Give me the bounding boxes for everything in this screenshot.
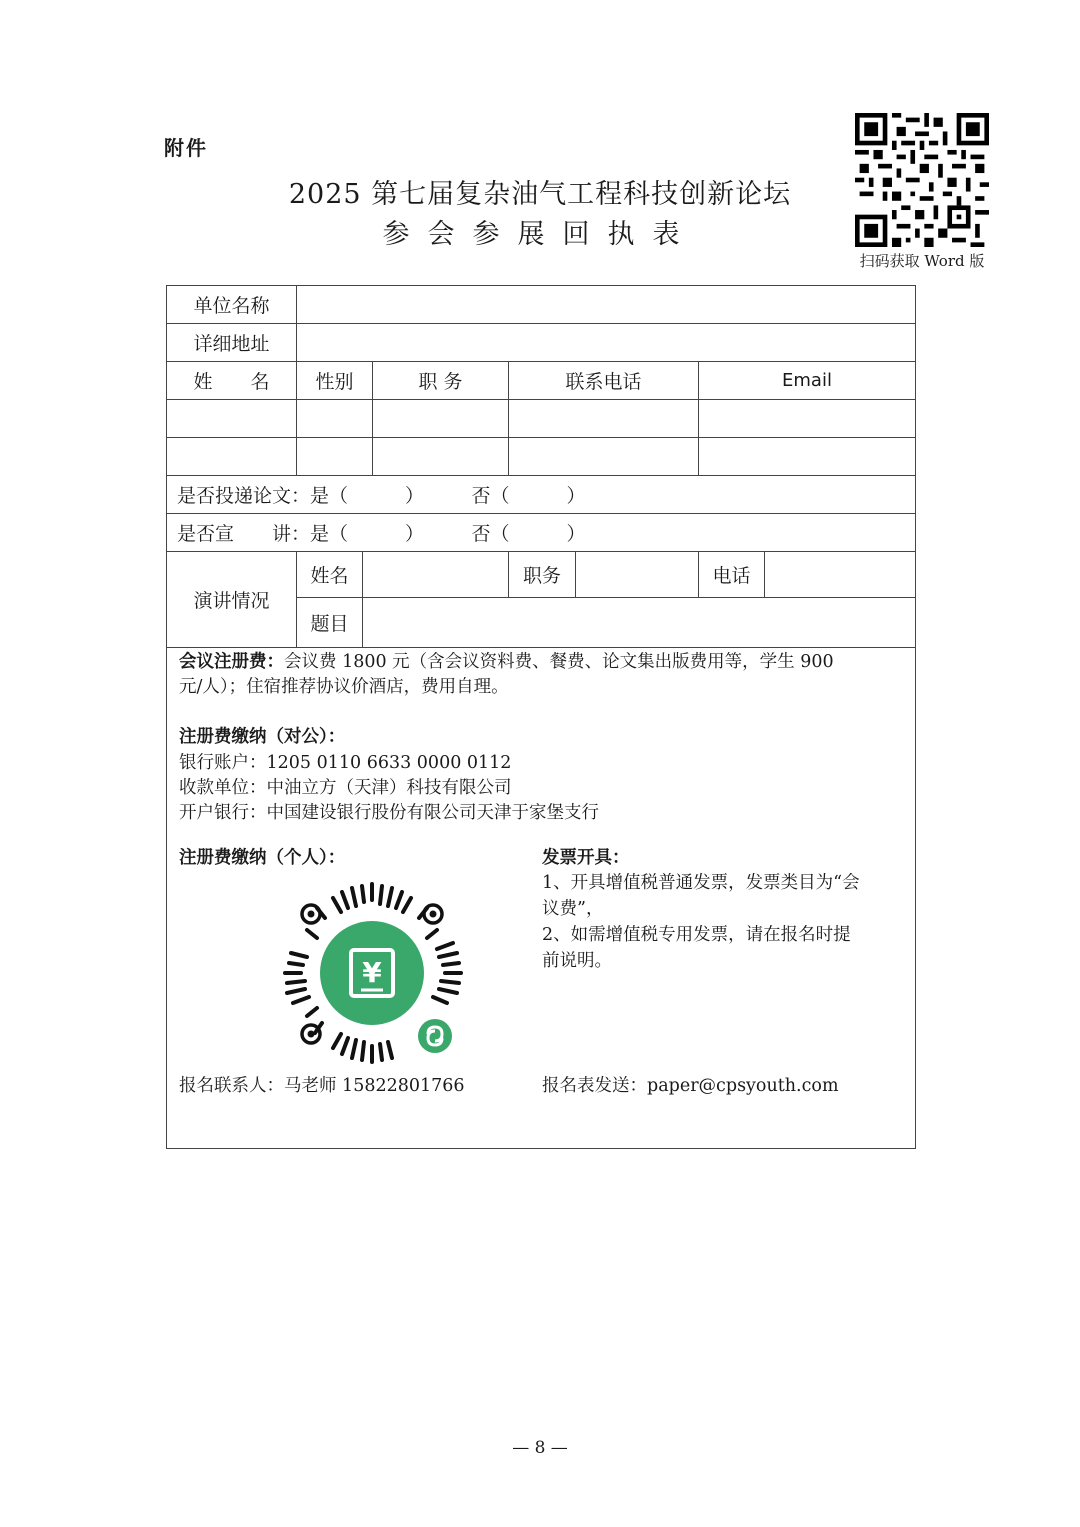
bank-name: 开户银行：中国建设银行股份有限公司天津于家堡支行 <box>179 803 599 823</box>
personal-payment-title: 注册费缴纳（个人）： <box>179 848 346 868</box>
svg-text:¥: ¥ <box>362 956 382 989</box>
registration-info <box>167 648 916 1149</box>
table-row <box>167 400 916 438</box>
fee-title: 会议注册费： <box>179 652 284 672</box>
col-header-phone: 联系电话 <box>509 362 699 400</box>
col-header-name: 姓 名 <box>167 362 297 400</box>
page-subtitle: 参会参展回执表 <box>382 219 698 250</box>
paper-submission-row[interactable]: 是否投递论文：是（ ） 否（ ） <box>167 476 916 514</box>
page-number: — 8 — <box>512 1438 568 1458</box>
word-version-qr-code[interactable] <box>855 113 989 247</box>
gender-cell[interactable] <box>297 400 373 438</box>
corporate-payment-title: 注册费缴纳（对公）： <box>179 727 346 747</box>
col-header-email: Email <box>699 362 916 400</box>
phone-cell[interactable] <box>509 400 699 438</box>
payment-mini-program-code[interactable] <box>277 878 467 1068</box>
contact-person: 报名联系人：马老师 15822801766 <box>179 1076 465 1096</box>
gender-cell[interactable] <box>297 438 373 476</box>
email-cell[interactable] <box>699 438 916 476</box>
address-field[interactable] <box>297 324 916 362</box>
invoice-item-2b: 前说明。 <box>542 951 612 971</box>
invoice-item-2a: 2、如需增值税专用发票，请在报名时提 <box>542 925 851 945</box>
speech-topic-field[interactable] <box>363 598 916 648</box>
speech-position-label: 职务 <box>509 552 576 598</box>
col-header-position: 职 务 <box>373 362 509 400</box>
col-header-gender: 性别 <box>297 362 373 400</box>
invoice-title: 发票开具： <box>542 848 630 868</box>
unit-name-field[interactable] <box>297 286 916 324</box>
address-label: 详细地址 <box>167 324 297 362</box>
speech-info-label: 演讲情况 <box>167 552 297 648</box>
payee: 收款单位：中油立方（天津）科技有限公司 <box>179 778 512 798</box>
fee-text-2: 元/人）；住宿推荐协议价酒店，费用自理。 <box>179 677 509 697</box>
speech-name-field[interactable] <box>363 552 509 598</box>
speech-phone-field[interactable] <box>765 552 916 598</box>
position-cell[interactable] <box>373 438 509 476</box>
registration-form <box>166 285 916 1149</box>
send-to-email[interactable]: 报名表发送：paper@cpsyouth.com <box>542 1076 839 1096</box>
bank-account: 银行账户：1205 0110 6633 0000 0112 <box>179 753 512 773</box>
invoice-item-1b: 议费”， <box>542 899 604 919</box>
speech-position-field[interactable] <box>576 552 699 598</box>
speech-name-label: 姓名 <box>297 552 363 598</box>
speech-topic-label: 题目 <box>297 598 363 648</box>
fee-text-1: 会议费 1800 元（含会议资料费、餐费、论文集出版费用等，学生 900 <box>284 652 834 672</box>
email-cell[interactable] <box>699 400 916 438</box>
phone-cell[interactable] <box>509 438 699 476</box>
qr-caption: 扫码获取 Word 版 <box>859 252 985 270</box>
name-cell[interactable] <box>167 438 297 476</box>
speech-phone-label: 电话 <box>699 552 765 598</box>
page-title: 2025 第七届复杂油气工程科技创新论坛 <box>288 179 792 210</box>
name-cell[interactable] <box>167 400 297 438</box>
attachment-label: 附件 <box>164 136 208 160</box>
speech-row[interactable]: 是否宣 讲：是（ ） 否（ ） <box>167 514 916 552</box>
invoice-item-1a: 1、开具增值税普通发票，发票类目为“会 <box>542 873 860 893</box>
position-cell[interactable] <box>373 400 509 438</box>
unit-name-label: 单位名称 <box>167 286 297 324</box>
table-row <box>167 438 916 476</box>
